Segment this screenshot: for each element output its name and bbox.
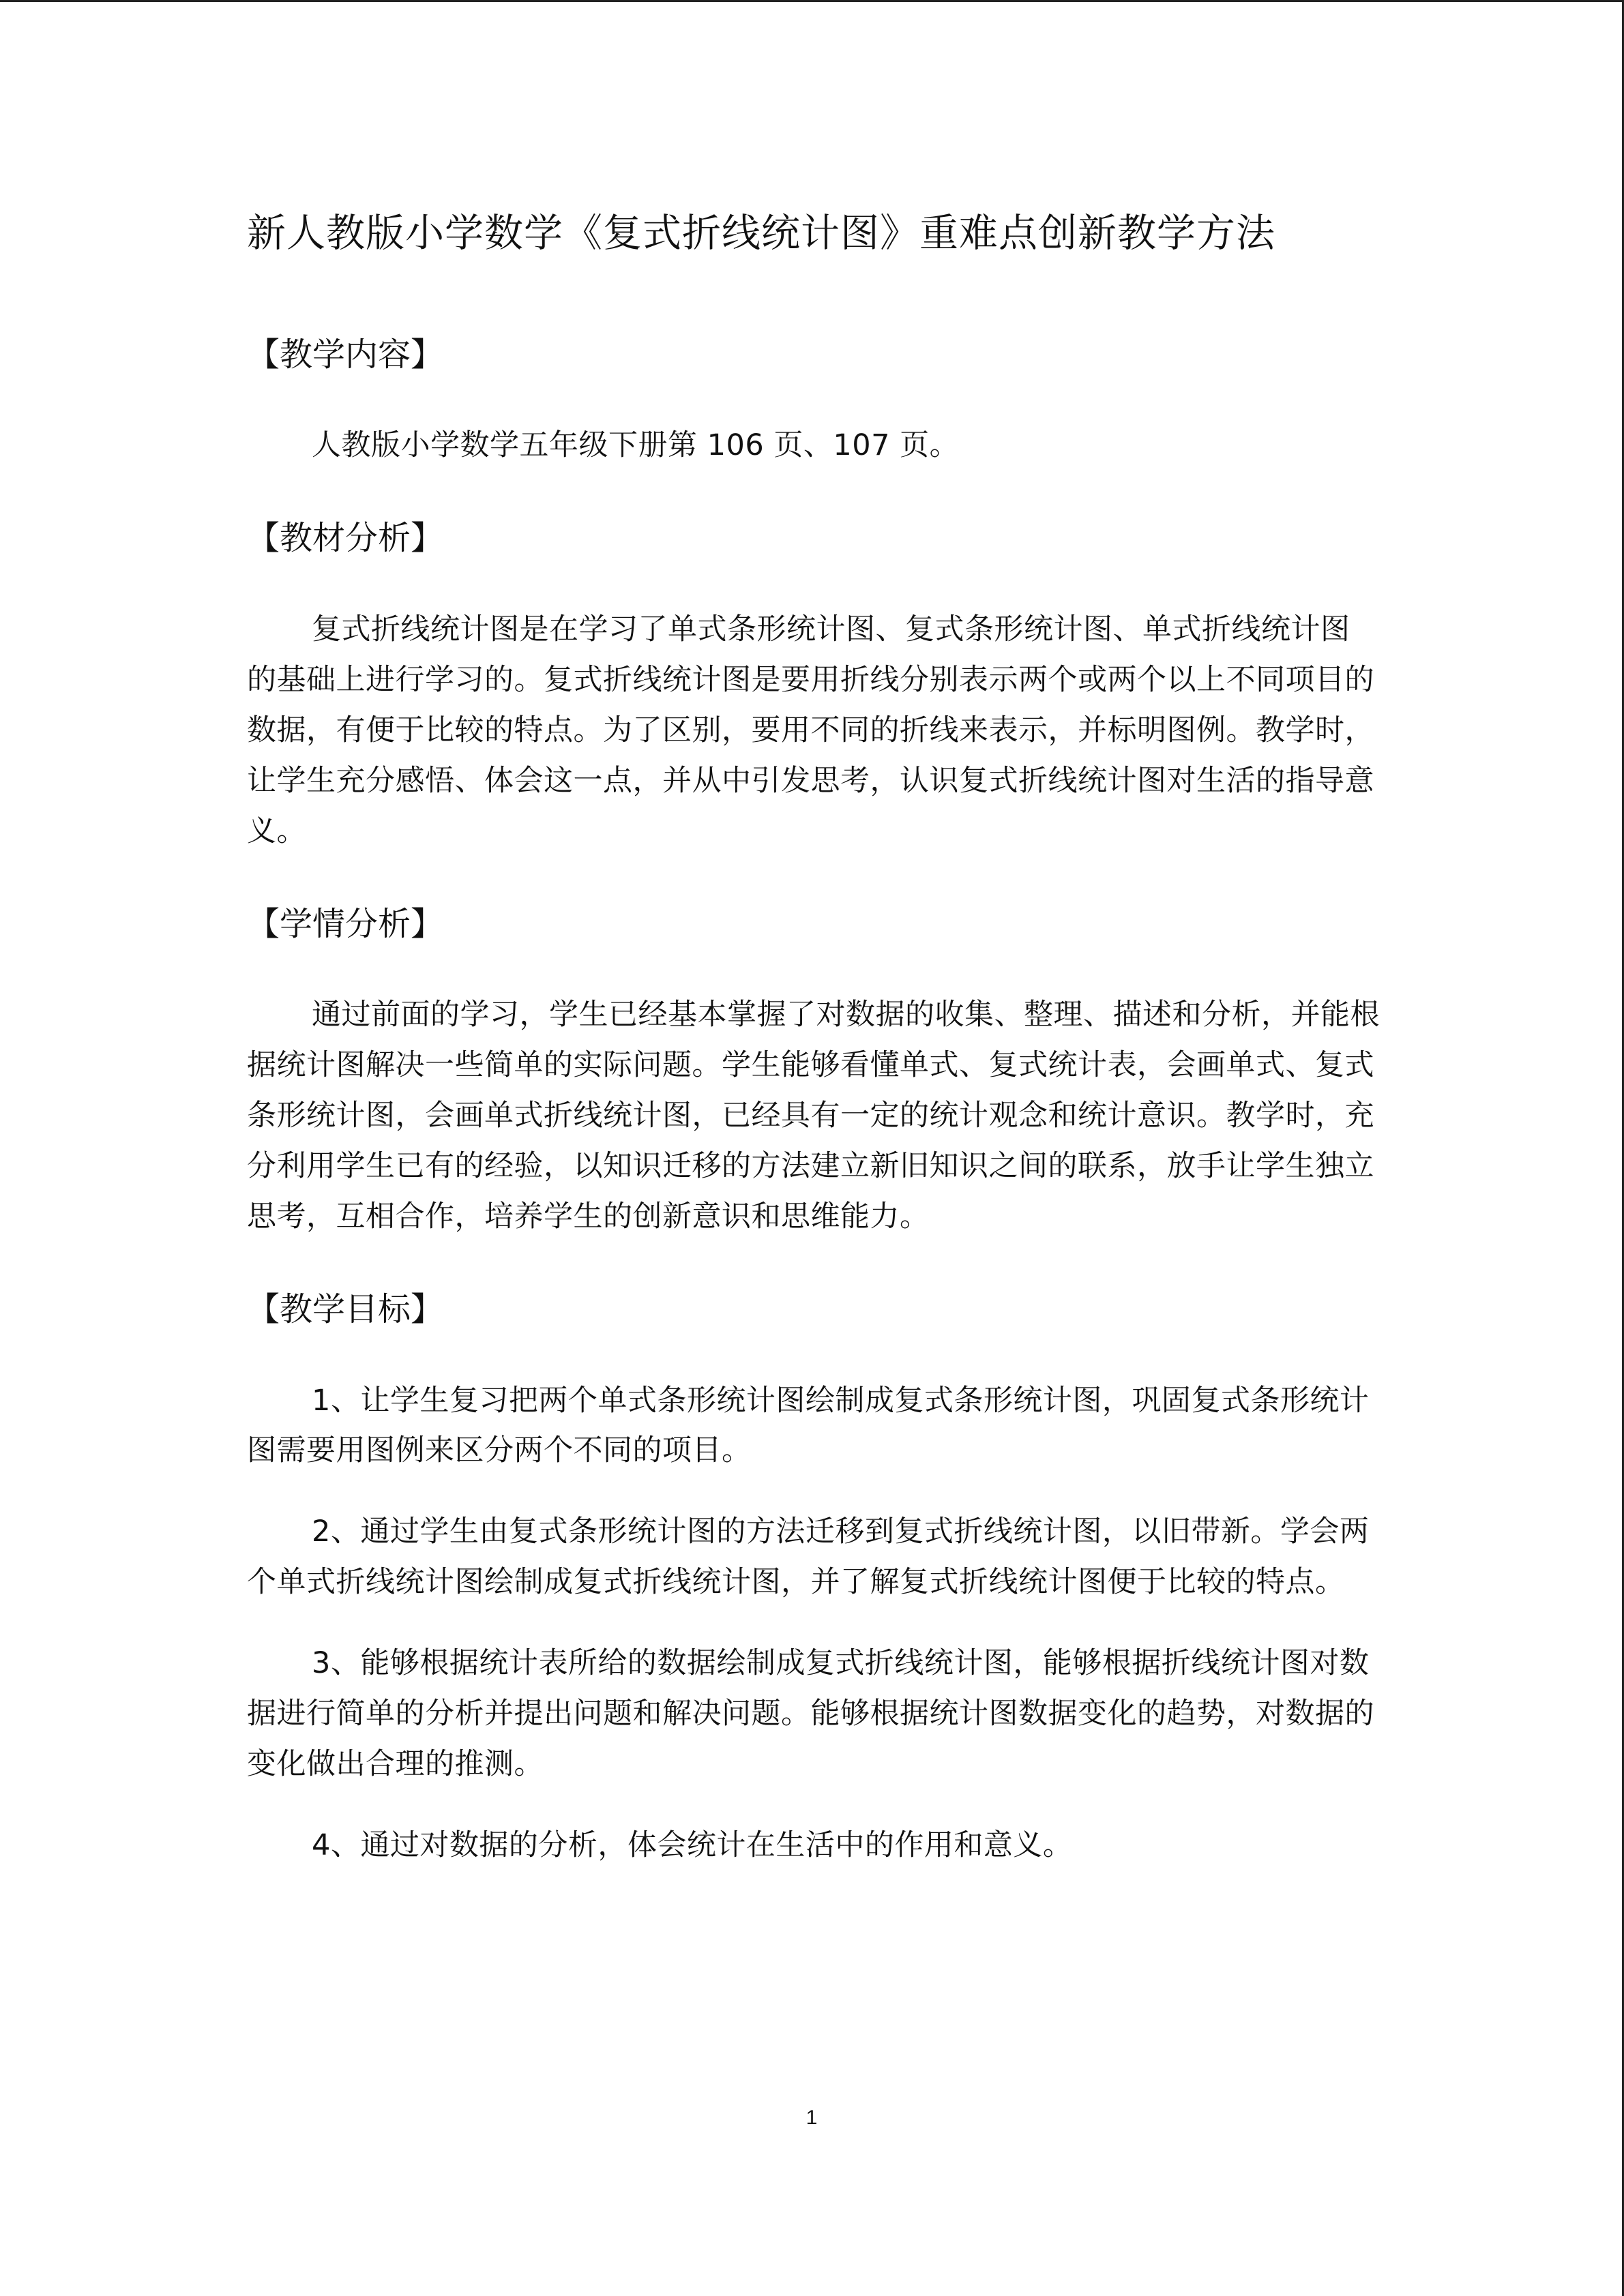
section-heading-material-analysis: 【教材分析】 — [247, 519, 444, 558]
section-heading-teaching-objectives: 【教学目标】 — [247, 1289, 444, 1328]
document-body — [247, 207, 1386, 1902]
material-analysis-paragraph: 复式折线统计图是在学习了单式条形统计图、复式条形统计图、单式折线统计图 的基础上进行学习的。复式折线统计图是要用折线分别表示两个或两个以上不同项目的数据，有便于比较的特点。为了区别，要用不同的折线来表示，并标明图例。教学时，让学生充分感悟、体会这一点，并从中引发思考，认识复式折线统计图对生活的指导意义。 — [247, 612, 1374, 848]
objective-item-4: 4、通过对数据的分析，体会统计在生活中的作用和意义。 — [312, 1828, 1073, 1863]
objective-item-2: 2、通过学生由复式条形统计图的方法迁移到复式折线统计图，以旧带新。学会两个单式折线统计图绘制成复式折线统计图，并了解复式折线统计图便于比较的特点。 — [247, 1515, 1370, 1600]
objective-item-1: 1、让学生复习把两个单式条形统计图绘制成复式条形统计图，巩固复式条形统计图需要用图例来区分两个不同的项目。 — [247, 1383, 1370, 1468]
page-number: 1 — [806, 2106, 818, 2129]
objective-item-3: 3、能够根据统计表所给的数据绘制成复式折线统计图，能够根据折线统计图对数据进行简单的分析并提出问题和解决问题。能够根据统计图数据变化的趋势，对数据的变化做出合理的推测。 — [247, 1646, 1374, 1782]
section-heading-teaching-content: 【教学内容】 — [247, 335, 444, 374]
document-title: 新人教版小学数学《复式折线统计图》重难点创新教学方法 — [247, 211, 1275, 256]
teaching-content-paragraph: 人教版小学数学五年级下册第 106 页、107 页。 — [312, 428, 960, 463]
section-heading-student-analysis: 【学情分析】 — [247, 904, 444, 943]
student-analysis-paragraph: 通过前面的学习，学生已经基本掌握了对数据的收集、整理、描述和分析，并能根据统计图解决一些简单的实际问题。学生能够看懂单式、复式统计表，会画单式、复式条形统计图，会画单式折线统计图，已经具有一定的统计观念和统计意识。教学时，充分利用学生已有的经验，以知识迁移的方法建立新旧知识之间的联系，放手让学生独立思考，互相合作，培养学生的创新意识和思维能力。 — [247, 998, 1380, 1234]
